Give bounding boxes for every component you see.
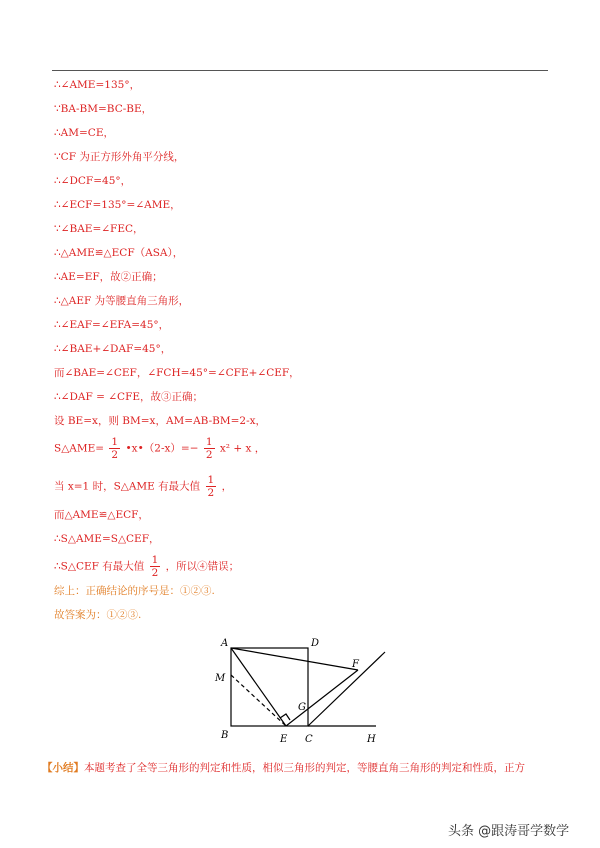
proof-line-3: ∴AM=CE， xyxy=(54,127,115,139)
fraction-denominator: 2 xyxy=(205,449,213,461)
proof-line-7: ∵∠BAE=∠FEC， xyxy=(54,223,144,235)
label-e: E xyxy=(280,734,288,745)
proof-line-5: ∴∠DCF=45°， xyxy=(54,175,132,187)
congruence-line: 而△AME≌△ECF， xyxy=(54,509,149,521)
label-f: F xyxy=(352,659,359,670)
summary-line xyxy=(42,760,525,775)
label-a: A xyxy=(221,638,229,649)
fraction-denominator: 2 xyxy=(111,449,119,461)
fraction-numerator: 1 xyxy=(205,436,213,448)
segment-ae xyxy=(231,648,286,726)
label-g: G xyxy=(298,702,306,713)
segment-ef xyxy=(286,670,358,726)
area-formula-tail: x² + x ， xyxy=(219,442,266,455)
area-formula-mid: •x•（2-x）=− xyxy=(125,442,199,455)
label-m: M xyxy=(215,673,226,684)
summary-text: 本题考查了全等三角形的判定和性质，相似三角形的判定，等腰直角三角形的判定和性质，正方 xyxy=(84,762,525,774)
fraction-denominator: 2 xyxy=(151,567,159,579)
conclusion-line: 综上：正确结论的序号是：①②③. xyxy=(54,585,215,597)
proof-line-15: 设 BE=x，则 BM=x，AM=AB-BM=2-x， xyxy=(54,415,267,427)
cef-max-line xyxy=(54,554,239,579)
segment-af xyxy=(231,648,358,670)
area-formula-line xyxy=(54,436,265,461)
fraction-numerator: 1 xyxy=(111,436,119,448)
label-d: D xyxy=(311,638,320,649)
fraction-denominator: 2 xyxy=(207,487,215,499)
geometry-figure xyxy=(200,630,400,750)
label-h: H xyxy=(367,734,376,745)
header-rule xyxy=(52,70,548,71)
area-formula-lhs: S△AME= xyxy=(54,442,105,455)
max-value-line xyxy=(54,474,232,499)
proof-line-14: ∴∠DAF = ∠CFE，故③正确； xyxy=(54,391,204,403)
proof-line-11: ∴∠EAF=∠EFA=45°， xyxy=(54,319,170,331)
proof-line-2: ∵BA-BM=BC-BE， xyxy=(54,103,153,115)
watermark: 头条 @跟涛哥学数学 xyxy=(448,824,570,839)
segment-me-dashed xyxy=(231,675,286,726)
cef-max-post: ，所以④错误； xyxy=(165,560,240,573)
fraction-half-1 xyxy=(109,436,120,461)
fraction-half-4 xyxy=(150,554,161,579)
proof-line-4: ∵CF 为正方形外角平分线， xyxy=(54,151,185,163)
area-equal-line: ∴S△AME=S△CEF， xyxy=(54,533,160,545)
proof-line-10: ∴△AEF 为等腰直角三角形， xyxy=(54,295,190,307)
proof-line-12: ∴∠BAE+∠DAF=45°， xyxy=(54,343,172,355)
max-value-pre: 当 x=1 时，S△AME 有最大值 xyxy=(54,480,201,493)
proof-line-9: ∴AE=EF，故②正确； xyxy=(54,271,163,283)
proof-line-1: ∴∠AME=135°， xyxy=(54,79,141,91)
fraction-half-2 xyxy=(204,436,215,461)
proof-line-6: ∴∠ECF=135°=∠AME， xyxy=(54,199,181,211)
fraction-half-3 xyxy=(206,474,217,499)
summary-tag: 【小结】 xyxy=(42,762,84,774)
label-b: B xyxy=(221,730,229,741)
fraction-numerator: 1 xyxy=(151,554,159,566)
proof-line-8: ∴△AME≌△ECF（ASA）， xyxy=(54,247,184,259)
answer-line: 故答案为：①②③. xyxy=(54,609,142,621)
proof-line-13: 而∠BAE=∠CEF，∠FCH=45°=∠CFE+∠CEF， xyxy=(54,367,300,379)
cef-max-pre: ∴S△CEF 有最大值 xyxy=(54,560,145,573)
fraction-numerator: 1 xyxy=(207,474,215,486)
label-c: C xyxy=(305,734,313,745)
max-value-post: ， xyxy=(221,480,233,493)
